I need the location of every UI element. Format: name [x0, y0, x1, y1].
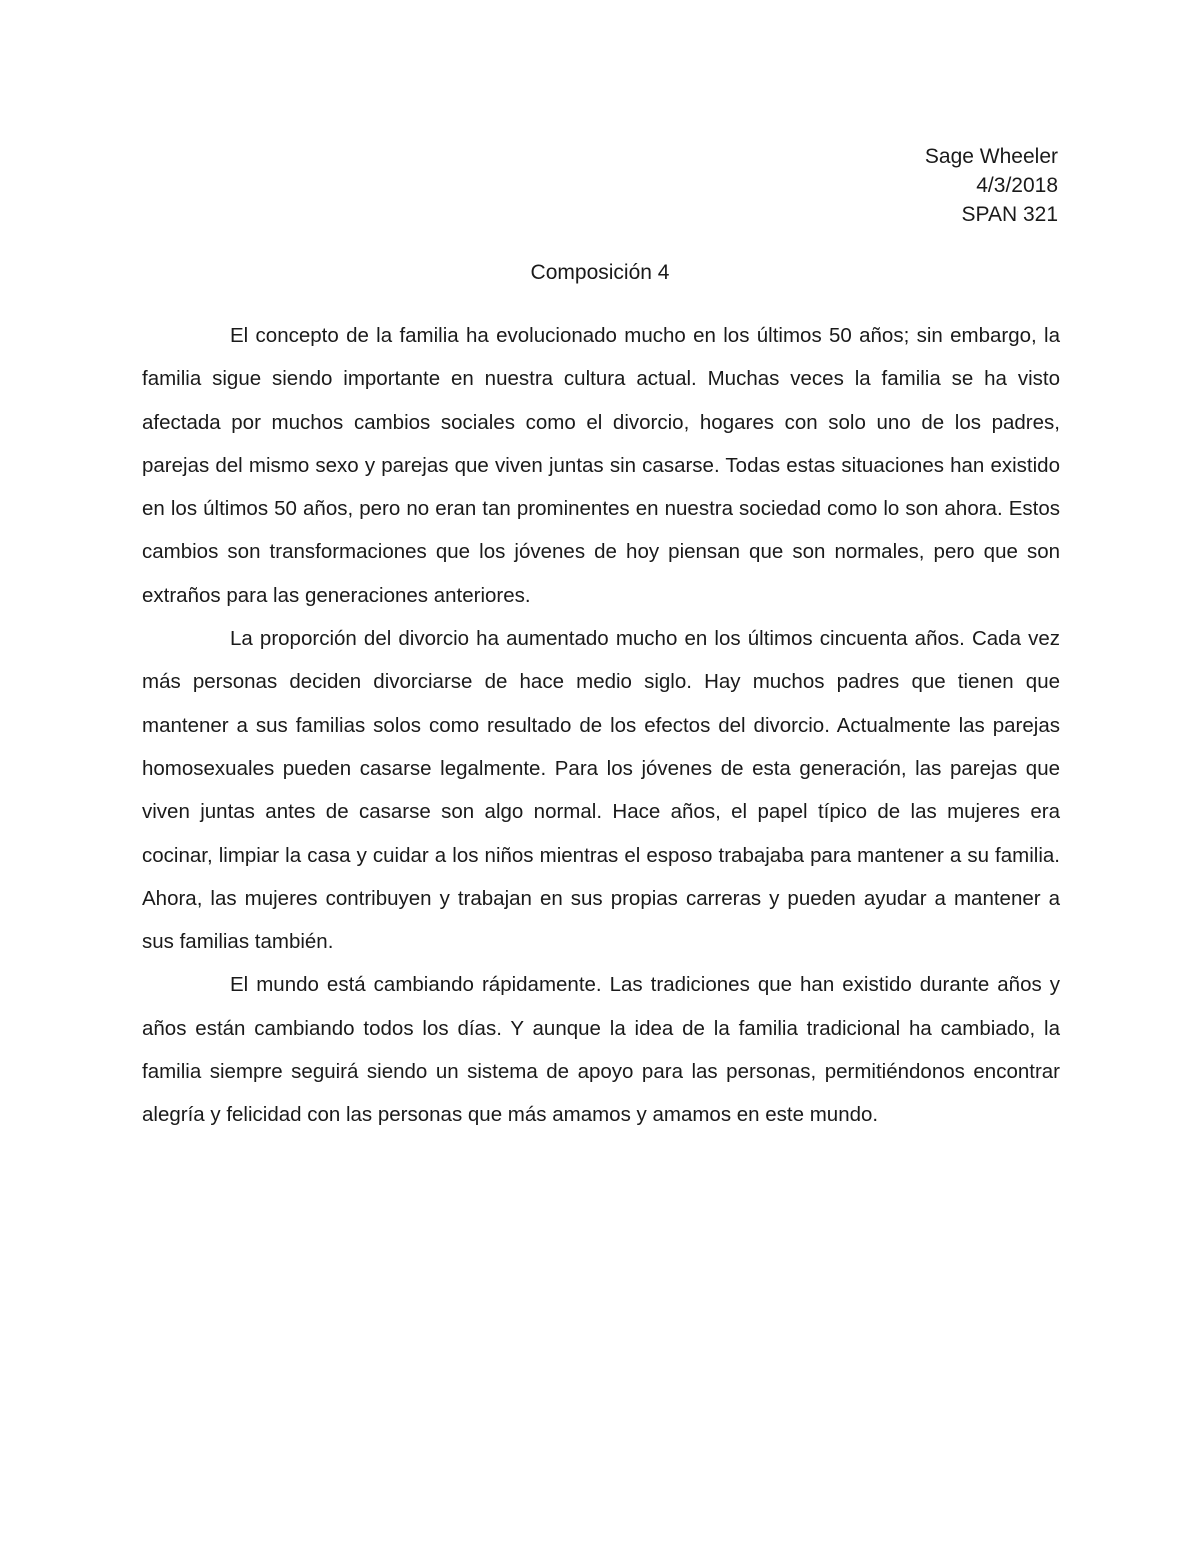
paragraph-3: El mundo está cambiando rápidamente. Las tradiciones que han existido durante años y años están cambiando todos los días. Y aunque la idea de la familia tradicional ha cambiado, la familia siempre seguirá siendo un sistema de apoyo para las personas, permitiéndonos encontrar alegría y felicidad con las personas que más amamos y amamos en este mundo. [142, 973, 1060, 1127]
document-title: Composición 4 [530, 261, 670, 284]
paragraph-1: El concepto de la familia ha evolucionado mucho en los últimos 50 años; sin embargo, la familia sigue siendo importante en nuestra cultura actual. Muchas veces la familia se ha visto afectada por muchos cambios sociales como el divorcio, hogares con solo uno de los padres, parejas del mismo sexo y parejas que viven juntas sin casarse. Todas estas situaciones han existido en los últimos 50 años, pero no eran tan prominentes en nuestra sociedad como lo son ahora. Estos cambios son transformaciones que los jóvenes de hoy piensan que son normales, pero que son extraños para las generaciones anteriores. [142, 324, 1060, 607]
course-code: SPAN 321 [961, 203, 1058, 226]
paragraph-2: La proporción del divorcio ha aumentado mucho en los últimos cincuenta años. Cada vez más personas deciden divorciarse de hace medio siglo. Hay muchos padres que tienen que mantener a sus familias solos como resultado de los efectos del divorcio. Actualmente las parejas homosexuales pueden casarse legalmente. Para los jóvenes de esta generación, las parejas que viven juntas antes de casarse son algo normal. Hace años, el papel típico de las mujeres era cocinar, limpiar la casa y cuidar a los niños mientras el esposo trabajaba para mantener a su familia. Ahora, las mujeres contribuyen y trabajan en sus propias carreras y pueden ayudar a mantener a sus familias también. [142, 627, 1060, 954]
author-name: Sage Wheeler [924, 145, 1058, 168]
header-block [925, 142, 1058, 229]
document-date: 4/3/2018 [976, 174, 1058, 197]
document-body [142, 314, 1060, 1137]
